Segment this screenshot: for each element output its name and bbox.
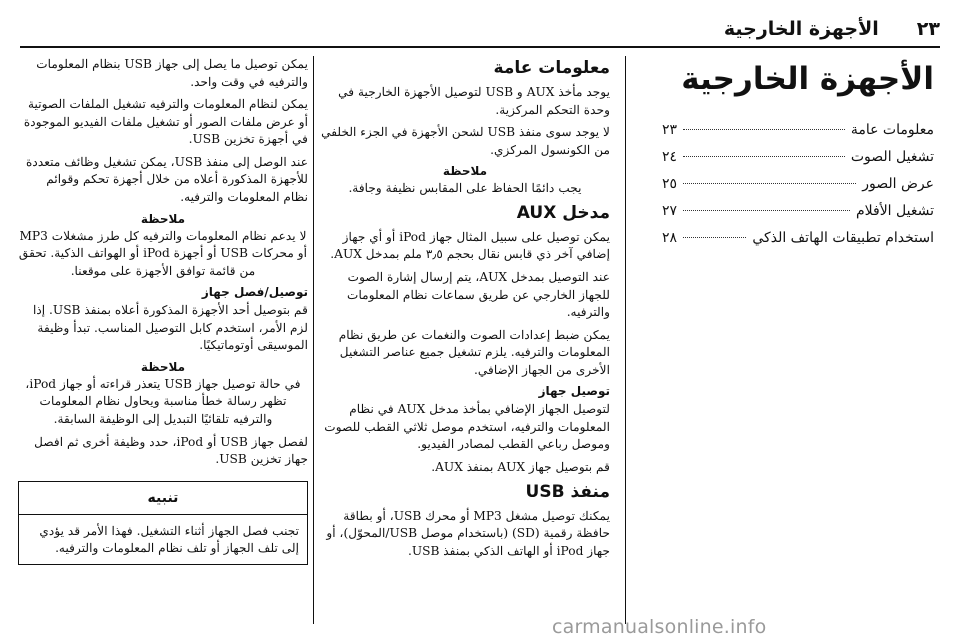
paragraph: لفصل جهاز USB أو iPod، حدد وظيفة أخرى ثم افصل جهاز تخزين USB. bbox=[34, 434, 308, 467]
note-text: في حالة توصيل جهاز USB يتعذر قراءته أو جهاز iPod، تظهر رسالة خطأ مناسبة ويحاول نظام المعلومات والترفيه تلقائيًا التبديل إلى الوظيفة السابقة. bbox=[25, 376, 301, 426]
toc-item[interactable]: استخدام تطبيقات الهاتف الذكي ٢٨ bbox=[662, 230, 934, 247]
paragraph: لا يوجد سوى منفذ USB لشحن الأجهزة في الجزء الخلفي من الكونسول المركزي. bbox=[321, 125, 610, 157]
note-label: ملاحظة bbox=[140, 359, 186, 374]
column-divider bbox=[625, 56, 626, 624]
middle-column bbox=[320, 56, 610, 565]
paragraph: عند التوصيل بمدخل AUX، يتم إرسال إشارة الصوت للجهاز الخارجي عن طريق سماعات نظام المعلومات والترفيه. bbox=[346, 269, 610, 320]
paragraph: لتوصيل الجهاز الإضافي بمأخذ مدخل AUX في نظام المعلومات والترفيه، استخدم موصل ثلاثي القطب للصوت وموصل رباعي القطب لمصادر الفيديو. bbox=[324, 402, 610, 452]
column-divider bbox=[313, 56, 314, 624]
paragraph: يمكنك توصيل مشغل MP3 أو محرك USB، أو بطاقة حافظة رقمية (SD) (باستخدام موصل USB/المحوّل)، أو جهاز iPod أو الهاتف الذكي بمنفذ USB. bbox=[326, 508, 610, 558]
paragraph: يوجد مأخذ AUX و USB لتوصيل الأجهزة الخارجية في وحدة التحكم المركزية. bbox=[338, 85, 610, 117]
paragraph: يمكن توصيل ما يصل إلى جهاز USB بنظام المعلومات والترفيه في وقت واحد. bbox=[36, 57, 308, 89]
section-title-aux: مدخل AUX bbox=[516, 202, 610, 223]
note-label: ملاحظة bbox=[140, 211, 186, 226]
running-header bbox=[20, 14, 940, 44]
warning-title: تنبيه bbox=[19, 482, 307, 515]
subsection-title: توصيل/فصل جهاز bbox=[201, 285, 308, 300]
toc-item[interactable]: تشغيل الأفلام ٢٧ bbox=[662, 203, 934, 220]
warning-box bbox=[18, 481, 308, 565]
toc-item[interactable]: معلومات عامة ٢٣ bbox=[662, 122, 934, 139]
table-of-contents bbox=[662, 122, 934, 257]
header-rule bbox=[20, 46, 940, 48]
left-column bbox=[18, 56, 308, 565]
paragraph: عند الوصل إلى منفذ USB، يمكن تشغيل وظائف متعددة للأجهزة المذكورة أعلاه من خلال أجهزة تحكم وقوائم نظام المعلومات والترفيه. bbox=[26, 154, 308, 204]
paragraph: يمكن لنظام المعلومات والترفيه تشغيل الملفات الصوتية أو عرض ملفات الصور أو تشغيل ملفات الفيديو الموجودة في أجهزة تخزين USB. bbox=[23, 97, 308, 147]
chapter-column bbox=[662, 56, 934, 257]
subsection-title: توصيل جهاز bbox=[538, 384, 610, 399]
note-label: ملاحظة bbox=[442, 164, 488, 179]
watermark: carmanualsonline.info bbox=[552, 616, 767, 638]
warning-text: تجنب فصل الجهاز أثناء التشغيل. فهذا الأمر قد يؤدي إلى تلف الجهاز أو تلف نظام المعلومات والترفيه. bbox=[39, 523, 299, 556]
paragraph: يمكن توصيل على سبيل المثال جهاز iPod أو أي جهاز إضافي آخر ذي قابس نقال بحجم ٣٫٥ ملم بمدخل AUX. bbox=[330, 229, 610, 262]
toc-item[interactable]: تشغيل الصوت ٢٤ bbox=[662, 149, 934, 166]
paragraph: قم بتوصيل أحد الأجهزة المذكورة أعلاه بمنفذ USB. إذا لزم الأمر، استخدم كابل التوصيل المناسب. تبدأ وظيفة الموسيقى أوتوماتيكيًا. bbox=[32, 303, 308, 353]
paragraph: يمكن ضبط إعدادات الصوت والنغمات عن طريق نظام المعلومات والترفيه. يلزم تشغيل جميع عناصر التشغيل الأخرى من الجهاز الإضافي. bbox=[338, 327, 610, 377]
section-title-general: معلومات عامة bbox=[493, 58, 610, 78]
paragraph: قم بتوصيل جهاز AUX بمنفذ AUX. bbox=[431, 460, 610, 474]
note-text: لا يدعم نظام المعلومات والترفيه كل طرز مشغلات MP3 أو محركات USB أو أجهزة iPod أو الهواتف الذكية. تحقق من قائمة توافق الأجهزة على موقعنا. bbox=[18, 228, 308, 278]
section-title-usb: منفذ USB bbox=[525, 481, 610, 502]
running-title: الأجهزة الخارجية bbox=[723, 18, 879, 40]
chapter-title: الأجهزة الخارجية bbox=[681, 61, 934, 97]
toc-item[interactable]: عرض الصور ٢٥ bbox=[662, 176, 934, 193]
page-number: ٢٣ bbox=[916, 18, 940, 40]
note-text: يجب دائمًا الحفاظ على المقابس نظيفة وجافة. bbox=[348, 181, 582, 196]
